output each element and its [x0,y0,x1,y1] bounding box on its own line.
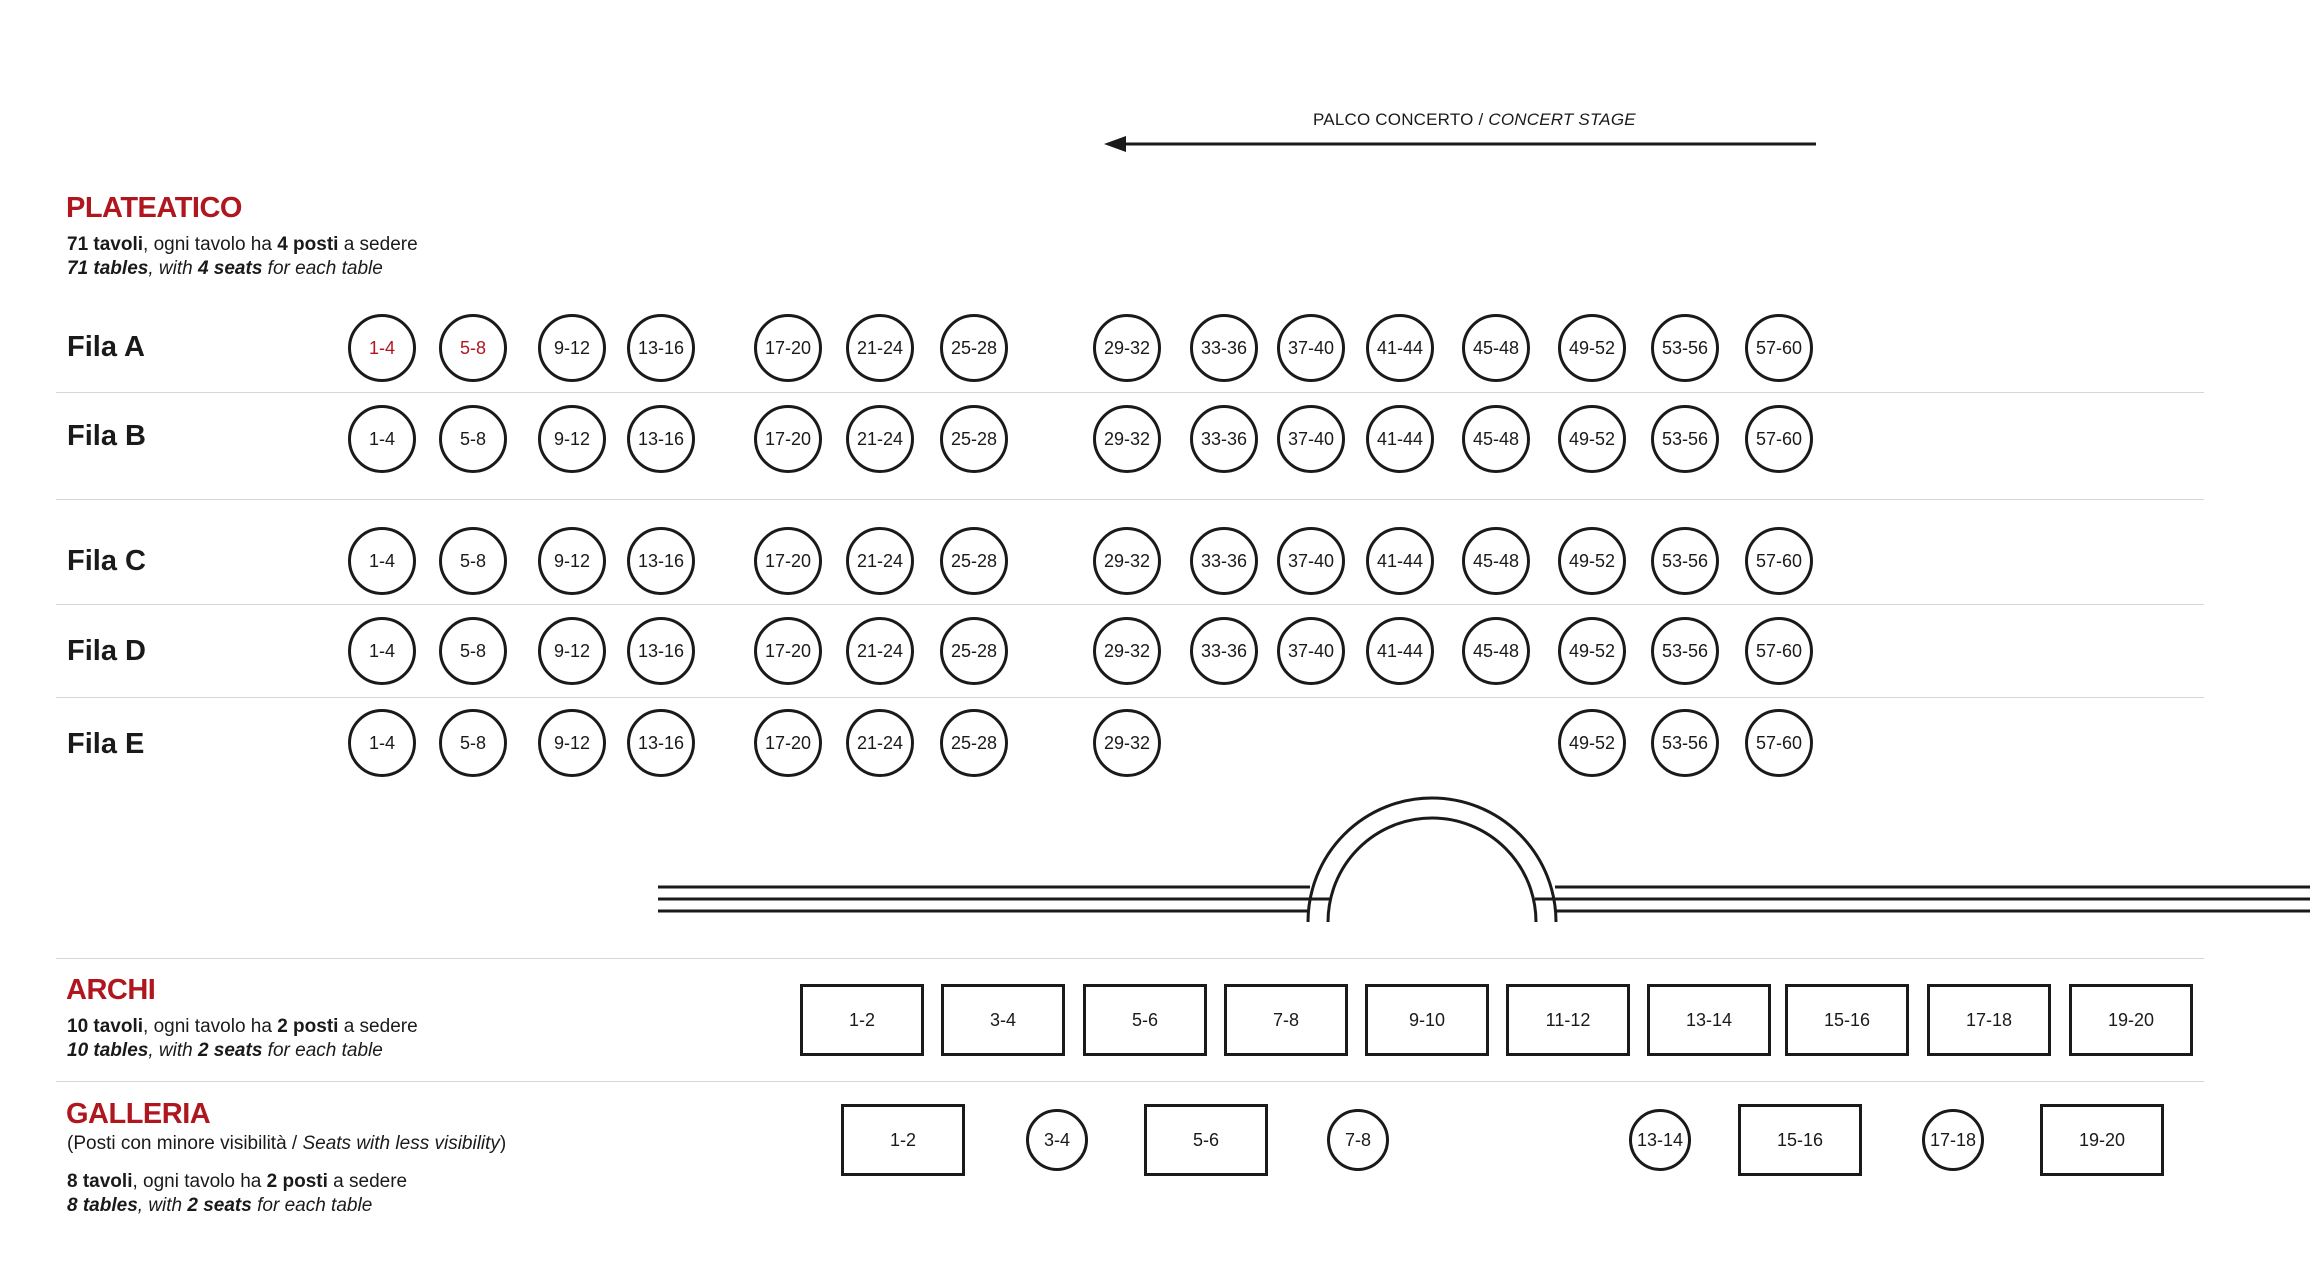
row-divider [56,392,2204,393]
table-fila-b-33-36[interactable] [1190,405,1258,473]
table-number: 33-36 [1200,550,1248,571]
row-label-fila-c: Fila C [67,545,146,577]
table-fila-b-1-4[interactable] [348,405,416,473]
stage-direction-arrow-icon [1100,130,1820,160]
table-fila-a-13-16[interactable] [627,314,695,382]
table-number: 9-12 [553,428,591,449]
table-fila-b-57-60[interactable] [1745,405,1813,473]
table-number: 41-44 [1376,550,1424,571]
table-fila-d-1-4[interactable] [348,617,416,685]
arch-walkway-drawing [650,780,2310,930]
table-fila-c-57-60[interactable] [1745,527,1813,595]
archi-table-5-6[interactable] [1083,984,1207,1056]
row-divider [56,697,2204,698]
table-number: 57-60 [1755,732,1803,753]
table-number: 13-16 [637,640,685,661]
table-fila-b-9-12[interactable] [538,405,606,473]
section-divider [56,958,2204,959]
row-divider [56,499,2204,500]
table-number: 49-52 [1568,428,1616,449]
table-fila-b-49-52[interactable] [1558,405,1626,473]
table-fila-d-45-48[interactable] [1462,617,1530,685]
table-number: 17-20 [764,428,812,449]
table-fila-b-21-24[interactable] [846,405,914,473]
table-fila-c-29-32[interactable] [1093,527,1161,595]
table-fila-c-49-52[interactable] [1558,527,1626,595]
table-fila-c-37-40[interactable] [1277,527,1345,595]
galleria-note: (Posti con minore visibilità / Seats with less visibility) [67,1133,507,1154]
table-fila-d-49-52[interactable] [1558,617,1626,685]
table-number: 33-36 [1200,428,1248,449]
galleria-desc-en: 8 tables, with 2 seats for each table [67,1195,373,1216]
table-number: 13-16 [637,337,685,358]
table-number: 29-32 [1103,550,1151,571]
table-fila-a-9-12[interactable] [538,314,606,382]
table-fila-b-53-56[interactable] [1651,405,1719,473]
row-label-fila-d: Fila D [67,635,146,667]
table-number: 15-16 [1823,1009,1871,1030]
table-number: 1-4 [368,640,395,661]
table-fila-c-53-56[interactable] [1651,527,1719,595]
table-number: 13-16 [637,550,685,571]
galleria-title: GALLERIA [66,1098,211,1130]
table-fila-e-13-16[interactable] [627,709,695,777]
table-number: 5-8 [459,640,486,661]
table-number: 29-32 [1103,428,1151,449]
table-fila-b-25-28[interactable] [940,405,1008,473]
table-fila-d-29-32[interactable] [1093,617,1161,685]
table-fila-e-25-28[interactable] [940,709,1008,777]
table-fila-a-25-28[interactable] [940,314,1008,382]
row-label-fila-b: Fila B [67,420,146,452]
galleria-description [67,1170,407,1218]
table-number: 21-24 [856,732,904,753]
table-number: 53-56 [1661,550,1709,571]
table-fila-e-9-12[interactable] [538,709,606,777]
table-fila-c-17-20[interactable] [754,527,822,595]
archi-desc-it: 10 tavoli, ogni tavolo ha 2 posti a sedere [67,1016,418,1037]
table-number: 29-32 [1103,732,1151,753]
archi-title: ARCHI [66,974,156,1006]
galleria-table-17-18[interactable] [1922,1109,1984,1171]
table-number: 57-60 [1755,428,1803,449]
table-fila-d-37-40[interactable] [1277,617,1345,685]
table-fila-d-53-56[interactable] [1651,617,1719,685]
table-fila-b-45-48[interactable] [1462,405,1530,473]
table-fila-a-33-36[interactable] [1190,314,1258,382]
galleria-desc-it: 8 tavoli, ogni tavolo ha 2 posti a sedere [67,1171,408,1192]
stage-label-en: CONCERT STAGE [1488,110,1636,129]
table-fila-c-33-36[interactable] [1190,527,1258,595]
table-fila-a-57-60[interactable] [1745,314,1813,382]
archi-desc-en: 10 tables, with 2 seats for each table [67,1040,383,1061]
table-number: 25-28 [950,428,998,449]
table-number: 19-20 [2107,1009,2155,1030]
table-number: 13-14 [1636,1129,1684,1150]
table-number: 17-18 [1929,1129,1977,1150]
table-number: 57-60 [1755,337,1803,358]
plateatico-desc-it: 71 tavoli, ogni tavolo ha 4 posti a sedere [67,234,418,255]
table-number: 57-60 [1755,640,1803,661]
table-number: 45-48 [1472,428,1520,449]
table-number: 1-2 [889,1129,916,1150]
table-number: 25-28 [950,640,998,661]
row-divider [56,604,2204,605]
table-number: 9-12 [553,640,591,661]
table-fila-c-41-44[interactable] [1366,527,1434,595]
table-fila-d-41-44[interactable] [1366,617,1434,685]
table-number: 17-20 [764,550,812,571]
table-number: 49-52 [1568,732,1616,753]
table-number: 5-6 [1192,1129,1219,1150]
table-number: 1-2 [848,1009,875,1030]
table-number: 9-12 [553,732,591,753]
galleria-table-3-4[interactable] [1026,1109,1088,1171]
table-number: 25-28 [950,732,998,753]
table-number: 53-56 [1661,732,1709,753]
table-number: 5-8 [459,732,486,753]
table-number: 41-44 [1376,428,1424,449]
table-fila-d-57-60[interactable] [1745,617,1813,685]
table-number: 3-4 [989,1009,1016,1030]
table-fila-e-1-4[interactable] [348,709,416,777]
table-number: 29-32 [1103,640,1151,661]
table-number: 17-20 [764,732,812,753]
table-number: 1-4 [368,428,395,449]
row-label-fila-e: Fila E [67,728,145,760]
table-fila-e-57-60[interactable] [1745,709,1813,777]
archi-table-9-10[interactable] [1365,984,1489,1056]
table-number: 49-52 [1568,640,1616,661]
table-fila-b-41-44[interactable] [1366,405,1434,473]
table-fila-e-17-20[interactable] [754,709,822,777]
table-fila-a-17-20[interactable] [754,314,822,382]
table-number: 37-40 [1287,640,1335,661]
table-fila-a-41-44[interactable] [1366,314,1434,382]
table-number: 5-8 [459,550,486,571]
table-fila-b-29-32[interactable] [1093,405,1161,473]
table-fila-d-5-8[interactable] [439,617,507,685]
table-number: 33-36 [1200,337,1248,358]
table-fila-c-45-48[interactable] [1462,527,1530,595]
table-number: 1-4 [368,337,395,358]
archi-table-7-8[interactable] [1224,984,1348,1056]
galleria-table-19-20[interactable] [2040,1104,2164,1176]
table-number: 45-48 [1472,550,1520,571]
archi-table-15-16[interactable] [1785,984,1909,1056]
table-fila-a-49-52[interactable] [1558,314,1626,382]
table-fila-e-49-52[interactable] [1558,709,1626,777]
table-fila-e-53-56[interactable] [1651,709,1719,777]
table-fila-b-13-16[interactable] [627,405,695,473]
table-number: 5-8 [459,428,486,449]
table-number: 17-18 [1965,1009,2013,1030]
table-number: 21-24 [856,337,904,358]
table-number: 13-14 [1685,1009,1733,1030]
table-fila-d-17-20[interactable] [754,617,822,685]
table-fila-b-5-8[interactable] [439,405,507,473]
table-fila-b-17-20[interactable] [754,405,822,473]
table-fila-a-5-8[interactable] [439,314,507,382]
galleria-table-1-2[interactable] [841,1104,965,1176]
table-fila-a-45-48[interactable] [1462,314,1530,382]
archi-description [67,1015,418,1063]
table-number: 7-8 [1272,1009,1299,1030]
archi-table-11-12[interactable] [1506,984,1630,1056]
table-number: 3-4 [1043,1129,1070,1150]
table-number: 49-52 [1568,550,1616,571]
table-number: 41-44 [1376,337,1424,358]
archi-table-13-14[interactable] [1647,984,1771,1056]
galleria-table-13-14[interactable] [1629,1109,1691,1171]
table-fila-e-5-8[interactable] [439,709,507,777]
table-number: 21-24 [856,640,904,661]
galleria-table-15-16[interactable] [1738,1104,1862,1176]
table-number: 53-56 [1661,640,1709,661]
table-fila-e-21-24[interactable] [846,709,914,777]
table-fila-d-33-36[interactable] [1190,617,1258,685]
galleria-table-5-6[interactable] [1144,1104,1268,1176]
table-fila-a-53-56[interactable] [1651,314,1719,382]
table-number: 33-36 [1200,640,1248,661]
table-number: 37-40 [1287,428,1335,449]
table-number: 15-16 [1776,1129,1824,1150]
plateatico-desc-en: 71 tables, with 4 seats for each table [67,258,383,279]
table-number: 17-20 [764,337,812,358]
table-fila-b-37-40[interactable] [1277,405,1345,473]
table-number: 11-12 [1545,1009,1591,1030]
table-fila-d-13-16[interactable] [627,617,695,685]
table-fila-a-1-4[interactable] [348,314,416,382]
table-number: 9-10 [1408,1009,1446,1030]
section-divider [56,1081,2204,1082]
table-fila-d-25-28[interactable] [940,617,1008,685]
table-number: 21-24 [856,550,904,571]
table-number: 57-60 [1755,550,1803,571]
table-number: 5-6 [1131,1009,1158,1030]
stage-label-sep: / [1473,110,1489,129]
table-fila-a-37-40[interactable] [1277,314,1345,382]
table-number: 37-40 [1287,550,1335,571]
table-number: 45-48 [1472,337,1520,358]
table-number: 29-32 [1103,337,1151,358]
table-fila-c-9-12[interactable] [538,527,606,595]
table-fila-c-21-24[interactable] [846,527,914,595]
stage-label [1313,110,1636,130]
plateatico-title: PLATEATICO [66,192,242,224]
table-number: 13-16 [637,428,685,449]
table-fila-c-5-8[interactable] [439,527,507,595]
table-number: 1-4 [368,550,395,571]
table-number: 9-12 [553,550,591,571]
archi-table-1-2[interactable] [800,984,924,1056]
table-number: 9-12 [553,337,591,358]
table-number: 25-28 [950,550,998,571]
table-number: 37-40 [1287,337,1335,358]
table-number: 53-56 [1661,337,1709,358]
table-number: 45-48 [1472,640,1520,661]
table-fila-d-21-24[interactable] [846,617,914,685]
table-number: 21-24 [856,428,904,449]
row-label-fila-a: Fila A [67,331,145,363]
table-number: 19-20 [2078,1129,2126,1150]
table-fila-c-1-4[interactable] [348,527,416,595]
table-fila-a-21-24[interactable] [846,314,914,382]
table-number: 13-16 [637,732,685,753]
plateatico-description [67,233,418,281]
archi-table-19-20[interactable] [2069,984,2193,1056]
table-number: 7-8 [1344,1129,1371,1150]
table-number: 1-4 [368,732,395,753]
table-fila-d-9-12[interactable] [538,617,606,685]
table-number: 41-44 [1376,640,1424,661]
archi-table-3-4[interactable] [941,984,1065,1056]
table-fila-c-13-16[interactable] [627,527,695,595]
table-fila-a-29-32[interactable] [1093,314,1161,382]
table-fila-c-25-28[interactable] [940,527,1008,595]
table-number: 53-56 [1661,428,1709,449]
table-number: 25-28 [950,337,998,358]
table-number: 5-8 [459,337,486,358]
galleria-table-7-8[interactable] [1327,1109,1389,1171]
stage-label-it: PALCO CONCERTO [1313,110,1474,129]
archi-table-17-18[interactable] [1927,984,2051,1056]
table-number: 17-20 [764,640,812,661]
table-number: 49-52 [1568,337,1616,358]
table-fila-e-29-32[interactable] [1093,709,1161,777]
